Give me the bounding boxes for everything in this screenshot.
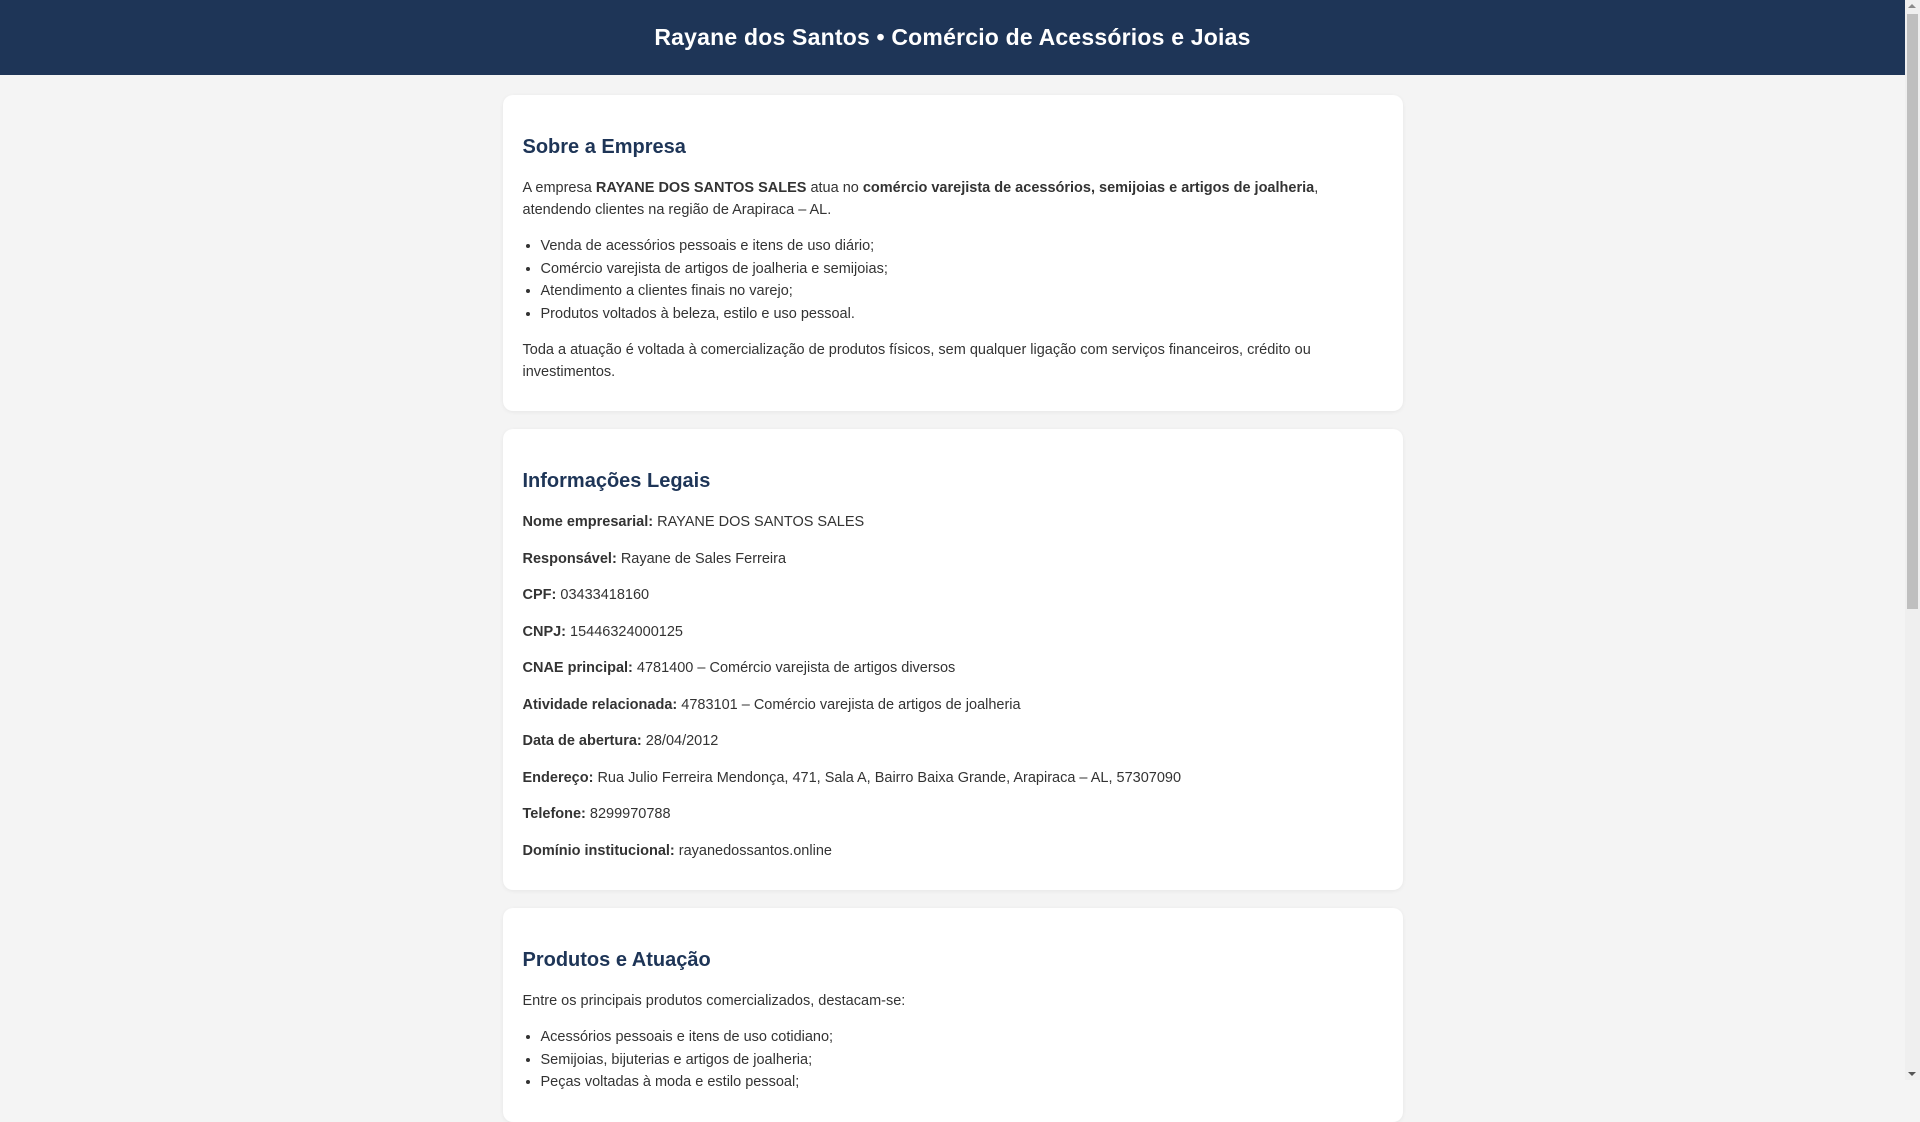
legal-field: [523, 511, 1383, 534]
legal-field: [523, 584, 1383, 607]
field-value: 03433418160: [560, 587, 650, 603]
products-list: [523, 1026, 1383, 1094]
field-value: RAYANE DOS SANTOS SALES: [657, 514, 865, 530]
intro-text: , atendendo clientes na região de Arapiraca – AL.: [522, 180, 1319, 218]
list-item: • Venda de acessórios pessoais e itens de uso diário;: [541, 235, 1383, 258]
field-label: Domínio institucional:: [522, 842, 675, 859]
about-card: [503, 95, 1403, 411]
field-label: CNAE principal:: [522, 660, 633, 676]
legal-field: [523, 621, 1383, 644]
list-item: • Acessórios pessoais e itens de uso cotidiano;: [541, 1026, 1383, 1049]
main-content: [503, 95, 1403, 1122]
scroll-down-arrow-icon[interactable]: [1908, 1072, 1916, 1076]
intro-text: A empresa: [522, 180, 596, 196]
about-intro: [523, 177, 1383, 221]
scroll-up-arrow-icon[interactable]: [1908, 4, 1916, 8]
field-value: Rua Julio Ferreira Mendonça, 471, Sala A, Bairro Baixa Grande, Arapiraca – AL, 57307090: [597, 769, 1182, 786]
field-value: Rayane de Sales Ferreira: [620, 550, 787, 567]
field-label: CNPJ:: [522, 623, 567, 640]
intro-text: atua no: [806, 180, 863, 196]
list-item: • Peças voltadas à moda e estilo pessoal;: [541, 1071, 1383, 1094]
field-label: CPF:: [522, 587, 557, 603]
legal-field: [523, 548, 1383, 571]
products-title: Produtos e Atuação: [522, 949, 711, 971]
company-name-bold: RAYANE DOS SANTOS SALES: [595, 180, 807, 196]
products-card: [503, 908, 1403, 1122]
field-label: Telefone:: [522, 806, 586, 822]
field-label: Atividade relacionada:: [522, 696, 678, 713]
legal-field: [523, 730, 1383, 753]
about-list: [523, 235, 1383, 325]
list-item: • Comércio varejista de artigos de joalheria e semijoias;: [541, 258, 1383, 281]
activity-bold: comércio varejista de acessórios, semijoias e artigos de joalheria: [862, 180, 1315, 196]
field-label: Data de abertura:: [522, 733, 642, 749]
field-value: 8299970788: [589, 806, 671, 822]
list-item: • Produtos voltados à beleza, estilo e uso pessoal.: [541, 303, 1383, 326]
products-intro: Entre os principais produtos comercializados, destacam-se:: [522, 993, 906, 1009]
legal-field: [523, 840, 1383, 863]
vertical-scrollbar[interactable]: [1905, 0, 1920, 1080]
site-header: [0, 0, 1905, 75]
field-value: 4783101 – Comércio varejista de artigos de joalheria: [681, 696, 1021, 713]
legal-field: [523, 657, 1383, 680]
about-closing: Toda a atuação é voltada à comercialização de produtos físicos, sem qualquer ligação com serviços financeiros, crédito ou investimentos.: [522, 342, 1311, 380]
field-value: 4781400 – Comércio varejista de artigos diversos: [636, 660, 956, 676]
legal-title: Informações Legais: [522, 470, 711, 492]
legal-field: [523, 803, 1383, 826]
field-value: 28/04/2012: [645, 733, 719, 749]
field-value: rayanedossantos.online: [678, 842, 832, 859]
legal-field: [523, 694, 1383, 717]
field-label: Endereço:: [522, 769, 594, 786]
field-value: 15446324000125: [570, 623, 683, 640]
legal-field: [523, 767, 1383, 790]
legal-card: [503, 429, 1403, 890]
about-title: Sobre a Empresa: [522, 136, 686, 158]
scrollbar-thumb[interactable]: [1907, 14, 1918, 609]
field-label: Nome empresarial:: [522, 514, 654, 530]
list-item: • Semijoias, bijuterias e artigos de joalheria;: [541, 1049, 1383, 1072]
field-label: Responsável:: [522, 550, 617, 567]
site-title: Rayane dos Santos • Comércio de Acessórios e Joias: [654, 24, 1251, 50]
list-item: • Atendimento a clientes finais no varejo;: [541, 280, 1383, 303]
